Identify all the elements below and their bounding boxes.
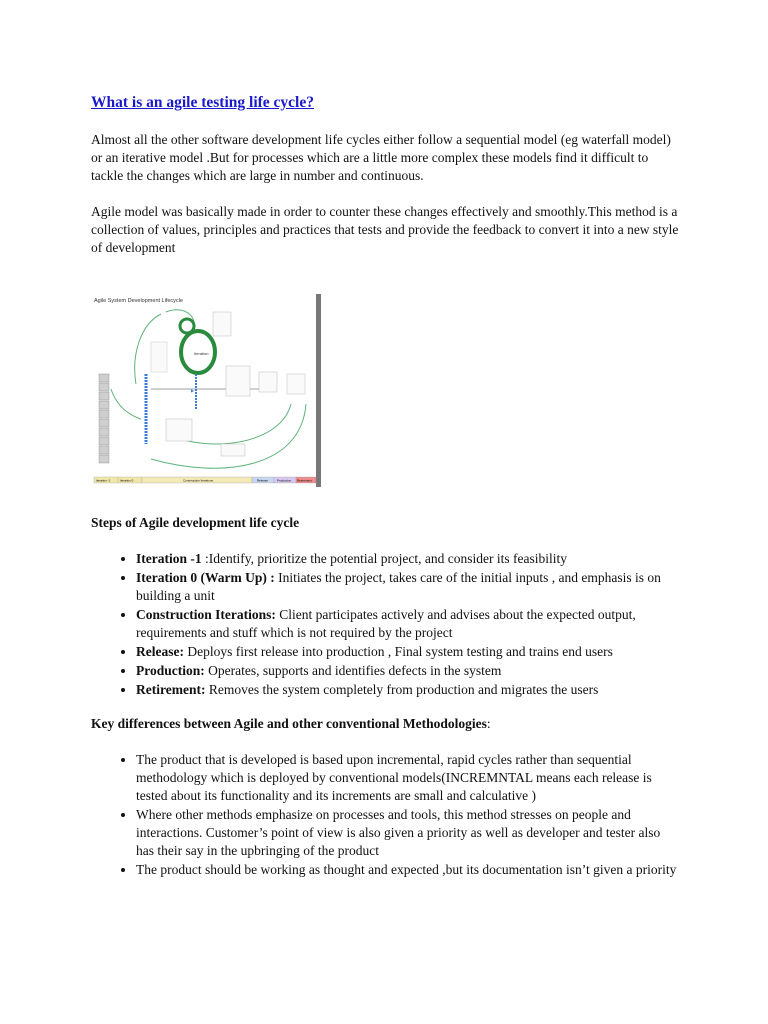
list-item: • Where other methods emphasize on processes and tools, this method stresses on people and interactions. Customer’s point of view is also given a priority as well as developer and tester also has their say in the upbringing of the product bbox=[136, 806, 681, 860]
document-content bbox=[91, 93, 681, 895]
list-item bbox=[136, 643, 681, 661]
phase-bar bbox=[94, 477, 316, 483]
retirement-box bbox=[287, 374, 305, 394]
flow-marker: ▶ bbox=[191, 388, 195, 393]
step-desc: Operates, supports and identifies defects in the system bbox=[208, 663, 502, 678]
diagram-background bbox=[91, 294, 321, 487]
list-item bbox=[136, 681, 681, 699]
step-term: Retirement: bbox=[136, 682, 206, 697]
steps-list bbox=[91, 550, 681, 699]
steps-heading: Steps of Agile development life cycle bbox=[91, 515, 300, 530]
note-box-top bbox=[213, 312, 231, 336]
step-term: Iteration -1 bbox=[136, 551, 202, 566]
step-desc: Client participates actively and advises about the expected output, requirements and stuff which is not required by the project bbox=[136, 607, 636, 640]
note-box-bottom bbox=[221, 444, 245, 456]
agile-lifecycle-diagram bbox=[91, 294, 321, 487]
step-desc: Initiates the project, takes care of the initial inputs , and emphasis is on building a unit bbox=[136, 570, 661, 603]
diagram-svg bbox=[91, 294, 321, 487]
step-desc: Deploys first release into production , Final system testing and trains end users bbox=[187, 644, 613, 659]
list-item: • Iteration -1 :Identify, prioritize the potential project, and consider its feasibility bbox=[136, 550, 681, 568]
differences-list bbox=[91, 751, 681, 879]
svg-text:Iteration 0: Iteration 0 bbox=[120, 478, 134, 483]
center-label: Iteration bbox=[194, 351, 209, 356]
intro-paragraph-1: Almost all the other software development life cycles either follow a sequential model (eg waterfall model) or an iterative model .But for processes which are a little more complex these models find it difficult to tackle the changes which are large in number and continuous. bbox=[91, 132, 671, 183]
differences-heading: Key differences between Agile and other conventional Methodologies: bbox=[91, 716, 491, 731]
list-item bbox=[136, 606, 681, 642]
svg-text:Release: Release bbox=[257, 478, 269, 483]
step-term: Construction Iterations: bbox=[136, 607, 276, 622]
list-item: • The product that is developed is based upon incremental, rapid cycles rather than sequential methodology which is deployed by conventional models(INCREMNTAL means each release is tested about its functionality and its increments are small and calculative ) bbox=[136, 751, 681, 805]
step-desc: Removes the system completely from production and migrates the users bbox=[208, 682, 599, 697]
note-box-left bbox=[151, 342, 167, 372]
list-item bbox=[136, 662, 681, 680]
step-desc: Identify, prioritize the potential project, and consider its feasibility bbox=[208, 551, 568, 566]
step-term: Iteration 0 (Warm Up) : bbox=[136, 570, 275, 585]
list-item: • The product should be working as thought and expected ,but its documentation isn’t given a priority bbox=[136, 861, 681, 879]
step-term: Release: bbox=[136, 644, 184, 659]
page-title[interactable]: What is an agile testing life cycle? bbox=[91, 94, 314, 111]
svg-text:Retirement: Retirement bbox=[297, 478, 312, 483]
note-box-lower bbox=[166, 419, 192, 441]
intro-paragraph-2: Agile model was basically made in order to counter these changes effectively and smoothly.This method is a collection of values, principles and practices that tests and provide the feedback to convert it into a new style of development bbox=[91, 204, 679, 255]
release-box bbox=[226, 366, 250, 396]
step-term: Production: bbox=[136, 663, 205, 678]
list-item bbox=[136, 569, 681, 605]
svg-text:Iteration -1: Iteration -1 bbox=[96, 478, 111, 483]
svg-text:Construction Iterations: Construction Iterations bbox=[183, 478, 214, 483]
diagram-title: Agile System Development Lifecycle bbox=[94, 298, 183, 304]
svg-text:Production: Production bbox=[277, 478, 292, 483]
production-box bbox=[259, 372, 277, 392]
diagram-right-edge bbox=[316, 294, 321, 487]
